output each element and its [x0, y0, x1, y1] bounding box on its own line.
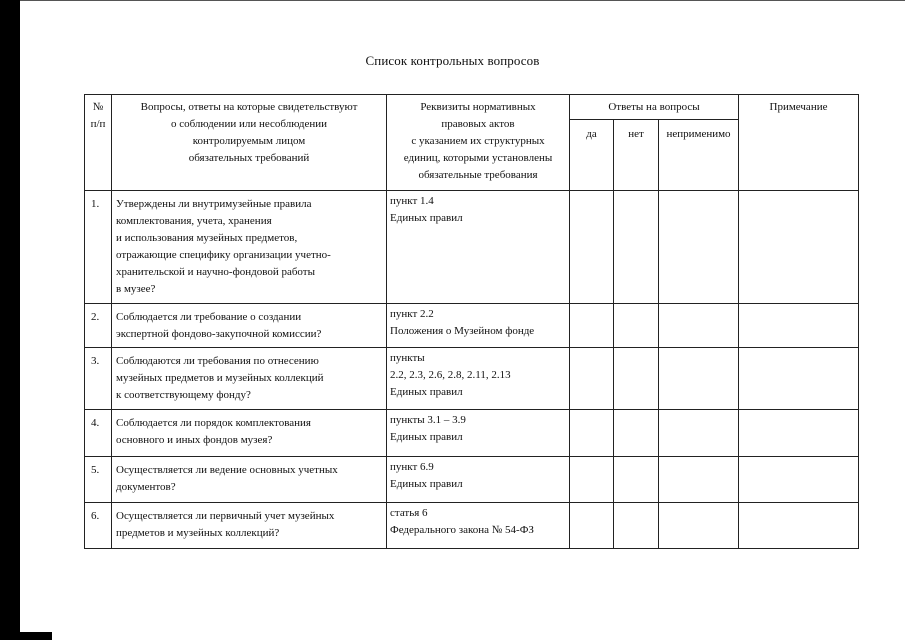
row-reference: [387, 191, 570, 304]
row-number: 2.: [85, 304, 112, 348]
question-line: Осуществляется ли ведение основных учетных: [116, 464, 338, 476]
table-row: [85, 304, 859, 348]
answer-no-cell[interactable]: [614, 410, 659, 457]
reference-line: пункт 2.2: [390, 308, 434, 320]
header-questions: [112, 95, 387, 191]
reference-line: Единых правил: [390, 478, 463, 490]
note-cell[interactable]: [739, 191, 859, 304]
table-row: [85, 503, 859, 549]
header-requisites-line: с указанием их структурных: [411, 135, 545, 147]
header-requisites-line: обязательные требования: [418, 169, 538, 181]
table-row: [85, 348, 859, 410]
row-question: [112, 410, 387, 457]
header-not-applicable: неприменимо: [659, 120, 739, 191]
row-reference: [387, 503, 570, 549]
question-line: Утверждены ли внутримузейные правила: [116, 198, 312, 210]
header-requisites-line: правовых актов: [441, 118, 515, 130]
answer-na-cell[interactable]: [659, 457, 739, 503]
answer-na-cell[interactable]: [659, 503, 739, 549]
header-num-line: п/п: [90, 118, 106, 130]
question-line: музейных предметов и музейных коллекций: [116, 372, 324, 384]
answer-yes-cell[interactable]: [570, 457, 614, 503]
row-reference: [387, 410, 570, 457]
reference-line: Федерального закона № 54-ФЗ: [390, 524, 534, 536]
answer-na-cell[interactable]: [659, 304, 739, 348]
reference-line: 2.2, 2.3, 2.6, 2.8, 2.11, 2.13: [390, 369, 511, 381]
row-question: [112, 457, 387, 503]
scan-edge-top: [20, 0, 905, 1]
row-reference: [387, 457, 570, 503]
header-questions-line: контролируемым лицом: [192, 135, 306, 147]
row-question: [112, 304, 387, 348]
reference-line: Положения о Музейном фонде: [390, 325, 535, 337]
header-requisites: [387, 95, 570, 191]
note-cell[interactable]: [739, 304, 859, 348]
header-row: [85, 95, 859, 120]
question-line: и использования музейных предметов,: [116, 232, 298, 244]
answer-na-cell[interactable]: [659, 348, 739, 410]
note-cell[interactable]: [739, 348, 859, 410]
answer-yes-cell[interactable]: [570, 348, 614, 410]
header-yes: да: [570, 120, 614, 191]
reference-line: Единых правил: [390, 212, 463, 224]
answer-no-cell[interactable]: [614, 457, 659, 503]
page-title: Список контрольных вопросов: [365, 53, 540, 68]
header-questions-line: Вопросы, ответы на которые свидетельствуют: [140, 101, 358, 113]
header-requisites-line: Реквизиты нормативных: [420, 101, 536, 113]
question-line: комплектования, учета, хранения: [116, 215, 272, 227]
row-number: 3.: [85, 348, 112, 410]
answer-no-cell[interactable]: [614, 503, 659, 549]
question-line: экспертной фондово-закупочной комиссии?: [116, 328, 322, 340]
question-line: Соблюдается ли требование о создании: [116, 311, 302, 323]
row-reference: [387, 348, 570, 410]
question-line: отражающие специфику организации учетно-: [116, 249, 331, 261]
checklist-table: [84, 94, 859, 549]
reference-line: статья 6: [390, 507, 428, 519]
question-line: к соответствующему фонду?: [116, 389, 251, 401]
row-number: 4.: [85, 410, 112, 457]
answer-yes-cell[interactable]: [570, 503, 614, 549]
answer-no-cell[interactable]: [614, 191, 659, 304]
question-line: хранительской и научно-фондовой работы: [116, 266, 315, 278]
question-line: Соблюдается ли порядок комплектования: [116, 417, 311, 429]
header-answers: Ответы на вопросы: [570, 95, 739, 120]
question-line: в музее?: [116, 283, 156, 295]
answer-na-cell[interactable]: [659, 410, 739, 457]
answer-no-cell[interactable]: [614, 348, 659, 410]
row-question: [112, 191, 387, 304]
row-number: 6.: [85, 503, 112, 549]
answer-na-cell[interactable]: [659, 191, 739, 304]
row-question: [112, 503, 387, 549]
question-line: Соблюдаются ли требования по отнесению: [116, 355, 319, 367]
question-line: документов?: [116, 481, 176, 493]
note-cell[interactable]: [739, 457, 859, 503]
row-reference: [387, 304, 570, 348]
reference-line: пункт 6.9: [390, 461, 434, 473]
note-cell[interactable]: [739, 503, 859, 549]
table-row: [85, 410, 859, 457]
row-number: 5.: [85, 457, 112, 503]
question-line: основного и иных фондов музея?: [116, 434, 273, 446]
header-questions-line: обязательных требований: [188, 152, 310, 164]
header-note: Примечание: [739, 95, 859, 191]
question-line: предметов и музейных коллекций?: [116, 527, 280, 539]
table-row: [85, 457, 859, 503]
header-questions-line: о соблюдении или несоблюдении: [170, 118, 328, 130]
table-row: [85, 191, 859, 304]
note-cell[interactable]: [739, 410, 859, 457]
header-no: нет: [614, 120, 659, 191]
answer-yes-cell[interactable]: [570, 191, 614, 304]
answer-no-cell[interactable]: [614, 304, 659, 348]
reference-line: пункт 1.4: [390, 195, 434, 207]
header-requisites-line: единиц, которыми установлены: [403, 152, 553, 164]
question-line: Осуществляется ли первичный учет музейных: [116, 510, 335, 522]
reference-line: пункты: [390, 352, 425, 364]
answer-yes-cell[interactable]: [570, 304, 614, 348]
answer-yes-cell[interactable]: [570, 410, 614, 457]
header-num: [85, 95, 112, 191]
row-question: [112, 348, 387, 410]
reference-line: Единых правил: [390, 386, 463, 398]
scan-border-left: [0, 0, 20, 640]
header-num-line: №: [92, 101, 104, 113]
scan-border-bottom-left: [0, 632, 52, 640]
row-number: 1.: [85, 191, 112, 304]
reference-line: Единых правил: [390, 431, 463, 443]
reference-line: пункты 3.1 – 3.9: [390, 414, 466, 426]
